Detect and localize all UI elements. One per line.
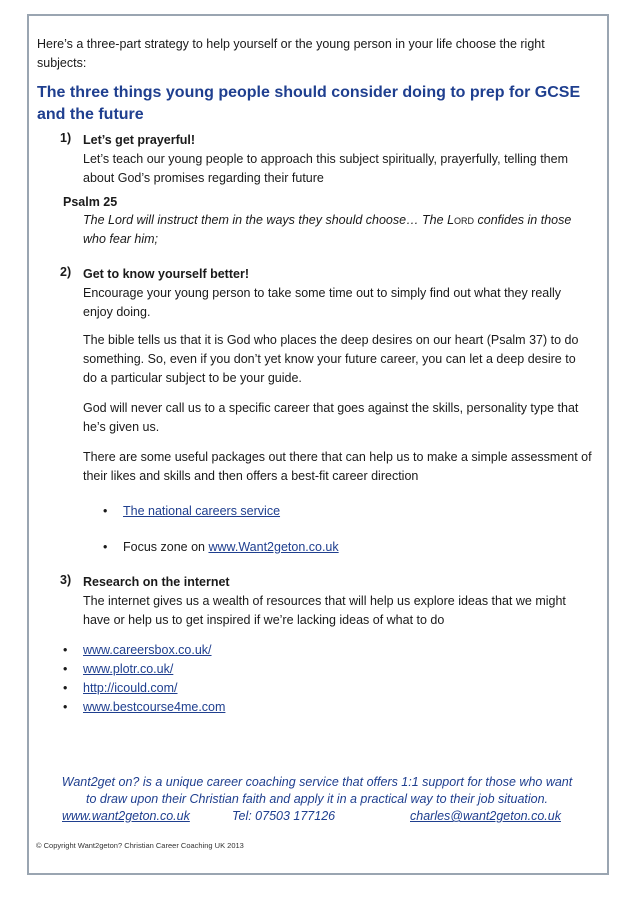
footer-telephone: Tel: 07503 177126 [232,809,336,823]
psalm-quote [83,211,583,249]
section-2-paragraph-2: The bible tells us that it is God who places the deep desires on our heart (Psalm 37) to do something. So, even if you don’t yet know your future career, you can let a deep desire to do a particular subject to be your guide. [83,333,579,385]
bullet-marker: • [103,504,108,518]
section-1-body: Let’s teach our young people to approach this subject spiritually, prayerfully, telling them about God’s promises regarding their future [83,152,568,185]
section-1-number: 1) [60,131,72,145]
bullet-marker: • [63,662,68,676]
section-2-number: 2) [60,265,72,279]
section-2-heading: Get to know yourself better! [83,267,249,281]
link-careersbox[interactable]: www.careersbox.co.uk/ [83,643,212,657]
section-3-heading: Research on the internet [83,575,230,589]
section-3-number: 3) [60,573,72,587]
footer-line-2: to draw upon their Christian faith and apply it in a practical way to their job situation. [85,792,549,806]
psalm-quote-part2: confides in those who fear him; [83,213,572,246]
bullet-marker: • [103,540,108,554]
want2geton-link[interactable]: www.Want2geton.co.uk [208,540,339,554]
link-bestcourse4me[interactable]: www.bestcourse4me.com [83,700,226,714]
section-2-paragraph-4: There are some useful packages out there that can help us to make a simple assessment of their likes and skills and then offers a best-fit career direction [83,450,592,483]
link-icould[interactable]: http://icould.com/ [83,681,178,695]
bullet-marker: • [63,643,68,657]
section-2-paragraph-3: God will never call us to a specific career that goes against the skills, personality type that he’s given us. [83,401,579,434]
bullet-marker: • [63,681,68,695]
bullet-marker: • [63,700,68,714]
section-3-body: The internet gives us a wealth of resources that will help us explore ideas that we might have or help us to get inspired if we’re lacking ideas of what to do [83,594,566,627]
section-1-heading: Let’s get prayerful! [83,133,196,147]
psalm-quote-smallcaps: ord [454,213,475,227]
focus-zone-item [123,538,339,557]
copyright-notice: © Copyright Want2geton? Christian Career Coaching UK 2013 [36,841,244,850]
page-title: The three things young people should consider doing to prep for GCSE and the future [37,84,581,123]
national-careers-link[interactable]: The national careers service [123,504,281,518]
footer-line-1: Want2get on? is a unique career coaching service that offers 1:1 support for those who want [61,775,573,789]
section-2-paragraph-1: Encourage your young person to take some time out to simply find out what they really enjoy doing. [83,286,562,319]
psalm-heading: Psalm 25 [63,195,118,209]
intro-text: Here’s a three-part strategy to help yourself or the young person in your life choose the right subjects: [37,37,545,70]
psalm-quote-part1: The Lord will instruct them in the ways they should choose… The L [83,213,455,227]
focus-zone-label: Focus zone on [123,540,209,554]
link-plotr[interactable]: www.plotr.co.uk/ [83,662,174,676]
footer-email-link[interactable]: charles@want2geton.co.uk [410,809,561,823]
footer-website-link[interactable]: www.want2geton.co.uk [62,809,190,823]
